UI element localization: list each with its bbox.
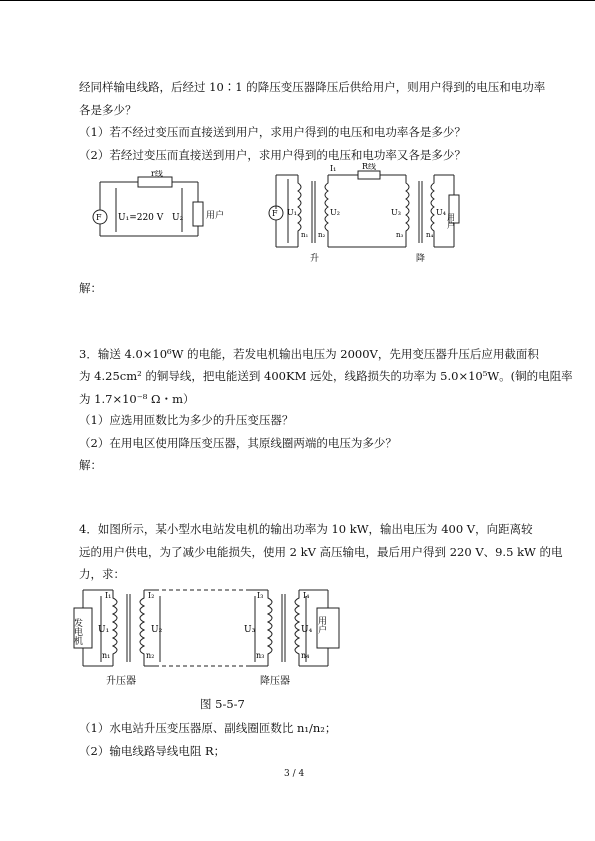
hydropower-transmission-diagram	[70, 582, 350, 690]
voltage-u2-label: U₂	[172, 213, 184, 223]
n3-label: n₃	[396, 231, 404, 239]
q4-subquestion-1: （1）水电站升压变压器原、副线圈匝数比 n₁/n₂；	[79, 721, 337, 735]
figure-caption: 图 5-5-7	[200, 697, 245, 711]
n4-label: n₄	[426, 231, 434, 239]
n1-label: n₁	[301, 231, 309, 239]
u1-label: U₁	[287, 208, 297, 217]
resistor-label-2: R线	[362, 163, 377, 171]
load-label-2: 用户	[446, 213, 456, 229]
step-up-secondary-coil	[140, 590, 144, 666]
secondary-coil-1	[325, 175, 328, 247]
q3-subquestion-1: （1）应选用匝数比为多少的升压变压器？	[79, 413, 294, 427]
answer-label-2: 解：	[79, 458, 102, 472]
line-resistor-2	[358, 171, 380, 179]
q4-line1: 4．如图所示，某小型水电站发电机的输出功率为 10 kW，输出电压为 400 V，向距离较	[79, 522, 533, 536]
q3-line2: 为 4.25cm² 的铜导线，把电能送到 400KM 远处，线路损失的功率为 5.0×10⁵W。(铜的电阻率	[79, 369, 573, 383]
u4-label-3: U₄	[301, 625, 313, 635]
q2-subquestion-1: （1）若不经过变压而直接送到用户，求用户得到的电压和电功率各是多少？	[79, 125, 466, 139]
load-label: 用户	[206, 211, 225, 221]
u1-label-3: U₁	[98, 625, 110, 635]
n4-label-3: n₄	[301, 651, 310, 660]
step-up-label-3: 升压器	[106, 676, 136, 687]
source-label: F	[96, 213, 102, 222]
step-up-label: 升	[310, 254, 320, 264]
voltage-u1-label: U₁=220 V	[118, 213, 164, 223]
step-down-secondary-coil	[295, 590, 299, 666]
source-label-2: F	[272, 209, 278, 218]
u2-label-3: U₂	[151, 625, 163, 635]
n3-label-3: n₃	[256, 651, 265, 660]
page-number: 3 / 4	[284, 769, 305, 779]
u4-label: U₄	[436, 208, 446, 217]
u3-label: U₃	[391, 208, 401, 217]
page-top-rule	[0, 0, 595, 1]
q3-line3: 为 1.7×10⁻⁸ Ω・m）	[79, 392, 195, 406]
primary-coil-2	[406, 175, 409, 247]
n2-label-3: n₂	[146, 651, 155, 660]
q2-continuation-line2: 各是多少？	[79, 103, 137, 117]
i4-label: I₄	[303, 591, 310, 600]
n2-label: n₂	[318, 231, 326, 239]
load-label-3: 用户	[316, 616, 326, 634]
circuit-direct-diagram	[80, 170, 230, 245]
circuit-transformer-diagram	[268, 163, 463, 268]
step-down-label: 降	[416, 254, 426, 264]
step-down-primary-coil	[268, 590, 272, 666]
q3-line1: 3．输送 4.0×10⁶W 的电能，若发电机输出电压为 2000V，先用变压器升压后应用截面积	[79, 347, 539, 361]
n1-label-3: n₁	[102, 651, 111, 660]
generator-label: 发电机	[72, 618, 82, 645]
line-resistor	[138, 177, 172, 187]
i2-label: I₂	[148, 591, 155, 600]
step-down-label-3: 降压器	[260, 676, 290, 687]
u3-label-3: U₃	[244, 625, 256, 635]
q2-subquestion-2: （2）若经过变压而直接送到用户，求用户得到的电压和电功率又各是多少？	[79, 148, 466, 162]
u2-label: U₂	[330, 208, 340, 217]
q4-line3: 力，求：	[79, 567, 125, 581]
resistor-label: r线	[151, 170, 163, 178]
answer-label-1: 解：	[79, 281, 102, 295]
q2-continuation-line1: 经同样输电线路，后经过 10∶1 的降压变压器降压后供给用户，则用户得到的电压和电功率	[79, 80, 546, 94]
i3-label: I₃	[257, 591, 264, 600]
load-resistor	[193, 202, 203, 226]
q4-subquestion-2: （2）输电线路导线电阻 R；	[79, 744, 226, 758]
step-up-primary-coil	[113, 590, 117, 666]
current-i1-label: I₁	[330, 164, 337, 173]
q4-line2: 远的用户供电，为了减少电能损失，使用 2 kV 高压输电，最后用户得到 220 V、9.5 kW 的电	[79, 545, 563, 559]
i1-label: I₁	[105, 591, 112, 600]
q3-subquestion-2: （2）在用电区使用降压变压器，其原线圈两端的电压为多少？	[79, 436, 397, 450]
